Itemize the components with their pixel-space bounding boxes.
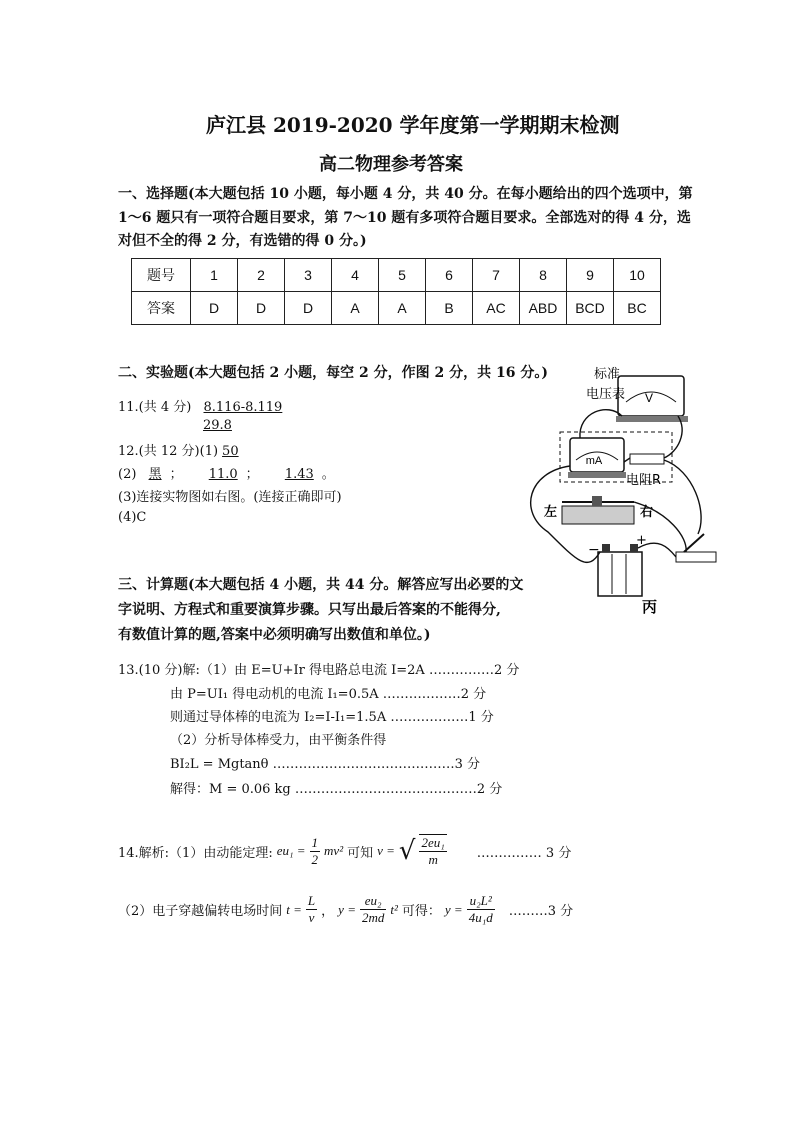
q12-line1	[118, 440, 257, 459]
table-cell: 5	[379, 259, 426, 292]
ma-label: mA	[585, 455, 603, 467]
q14-p1-score: …………… 3 分	[476, 845, 572, 861]
frac-numerator: L	[307, 893, 316, 908]
section1-line2: 1～6 题只有一项符合题目要求，第 7～10 题有多项符合题目要求。全部选对的得 4 分，选	[118, 210, 691, 226]
q13-line1: 13.(10 分)解:（1）由 E=U+Ir 得电路总电流 I=2A ……………2 分	[118, 663, 520, 678]
q12-answer-2a: 黑	[148, 467, 162, 482]
section3-line2: 字说明、方程式和重要演算步骤。只写出最后答案的不能得分,	[118, 602, 501, 618]
q14-part1	[118, 834, 571, 868]
frac-denominator: 2	[311, 851, 319, 867]
q13-line3: 则通过导体棒的电流为 I₂=I-I₁=1.5A ………………1 分	[170, 710, 494, 725]
frac-numerator: 1	[311, 834, 319, 850]
frac-denominator: m	[428, 852, 438, 867]
table-cell: 1	[191, 259, 238, 292]
table-row-numbers	[132, 259, 661, 292]
voltmeter-v-label: V	[644, 391, 654, 405]
table-cell: A	[332, 292, 379, 325]
standard-label: 标准	[594, 367, 621, 382]
q13-line4: （2）分析导体棒受力，由平衡条件得	[170, 733, 387, 748]
q11-prefix: 11.(共 4 分)	[118, 400, 192, 415]
table-cell: A	[379, 292, 426, 325]
q14-p2-t: t =	[286, 901, 302, 917]
table-cell: 6	[426, 259, 473, 292]
right-label: 右	[640, 505, 654, 520]
q12-2-prefix: (2)	[118, 467, 137, 482]
resistor-icon	[630, 454, 664, 464]
table-cell: 10	[614, 259, 661, 292]
q12-line2: (2) 黑 ； 11.0 ； 1.43 。	[118, 467, 335, 482]
sqrt-icon: √	[398, 836, 416, 866]
q13-line6: 解得：M = 0.06 kg ……………………………………2 分	[170, 782, 503, 797]
q13-line5: BI₂L = Mgtanθ ……………………………………3 分	[170, 757, 481, 772]
q14-p2-mid: 可得：	[401, 904, 441, 919]
minus-label: −	[588, 542, 600, 558]
circuit-figure	[518, 362, 736, 622]
table-cell: 7	[473, 259, 520, 292]
section1-line1: 一、选择题(本大题包括 10 小题，每小题 4 分，共 40 分。在每小题给出的四个选项中，第	[118, 186, 693, 202]
q14-p1-v: v =	[377, 843, 395, 858]
plus-label: +	[636, 533, 647, 548]
page-subtitle: 高二物理参考答案	[319, 154, 463, 175]
q14-p1-eq-left: eu₁ =	[276, 843, 306, 858]
answer-table	[131, 258, 661, 325]
table-cell: BC	[614, 292, 661, 325]
table-cell: 2	[238, 259, 285, 292]
q12-prefix: 12.(共 12 分)(1)	[118, 444, 219, 459]
q13-line2: 由 P=UI₁ 得电动机的电流 I₁=0.5A ………………2 分	[170, 687, 487, 702]
wires	[531, 410, 701, 563]
table-header-answer: 答案	[132, 292, 191, 325]
table-row-answers	[132, 292, 661, 325]
table-cell: D	[191, 292, 238, 325]
section1-line3: 对但不全的得 2 分，有选错的得 0 分。)	[118, 233, 367, 249]
q11-answer-b: 29.8	[203, 418, 232, 433]
left-label: 左	[544, 505, 558, 520]
table-cell: D	[238, 292, 285, 325]
voltmeter-icon	[616, 376, 688, 422]
q14-p2-y2: y =	[444, 901, 463, 917]
resistor-label: 电阻R	[626, 473, 662, 488]
voltmeter-label: 电压表	[586, 387, 626, 402]
table-header-question: 题号	[132, 259, 191, 292]
table-cell: 8	[520, 259, 567, 292]
page-title: 庐江县 2019-2020 学年度第一学期期末检测	[206, 113, 620, 137]
figure-caption: 丙	[642, 598, 658, 616]
frac-denominator: v	[308, 910, 315, 925]
q14-p2-comma: ，	[321, 904, 335, 919]
q12-answer-2c: 1.43	[284, 467, 314, 482]
q14-p2-t2: t²	[390, 901, 398, 917]
q11-answer-a: 8.116-8.119	[203, 400, 283, 415]
q14-p1-mid: 可知	[347, 845, 374, 861]
fraction-y2	[467, 893, 495, 926]
frac-denominator: 2md	[361, 910, 385, 925]
q14-p1-mv: mv²	[324, 843, 344, 858]
rheostat-icon	[562, 496, 634, 524]
milliammeter-icon	[568, 438, 626, 478]
fraction-t	[306, 893, 317, 926]
table-cell: AC	[473, 292, 520, 325]
q11-line	[118, 396, 282, 415]
table-cell: 4	[332, 259, 379, 292]
fraction-half	[310, 835, 321, 868]
q14-p2-y: y =	[338, 901, 356, 917]
q14-p2-prefix: （2）电子穿越偏转电场时间	[118, 904, 283, 919]
section3-line1: 三、计算题(本大题包括 4 小题，共 44 分。解答应写出必要的文	[118, 577, 524, 593]
table-cell: D	[285, 292, 332, 325]
frac-denominator: 4u₁d	[468, 910, 493, 925]
table-cell: 3	[285, 259, 332, 292]
frac-numerator: u₂L²	[467, 893, 495, 910]
section3-line3: 有数值计算的题,答案中必须明确写出数值和单位。)	[118, 627, 431, 643]
section2-heading: 二、实验题(本大题包括 2 小题，每空 2 分，作图 2 分，共 16 分。)	[118, 365, 548, 381]
frac-numerator: eu₂	[360, 893, 386, 910]
q12-line4: (4)C	[118, 510, 147, 525]
table-cell: ABD	[520, 292, 567, 325]
q14-p1-prefix: 14.解析:（1）由动能定理:	[118, 845, 273, 861]
q14-p2-score: ………3 分	[508, 904, 574, 919]
frac-numerator: 2eu₁	[421, 835, 445, 850]
fraction-y	[360, 893, 386, 926]
table-cell: BCD	[567, 292, 614, 325]
table-cell: 9	[567, 259, 614, 292]
battery-icon	[598, 544, 642, 596]
q12-line3: (3)连接实物图如右图。(连接正确即可)	[118, 490, 342, 505]
table-cell: B	[426, 292, 473, 325]
q12-answer-1: 50	[222, 444, 239, 459]
q14-part2	[118, 893, 573, 926]
switch-icon	[676, 534, 716, 562]
q12-answer-2b: 11.0	[208, 467, 238, 482]
fraction-root	[419, 834, 446, 868]
